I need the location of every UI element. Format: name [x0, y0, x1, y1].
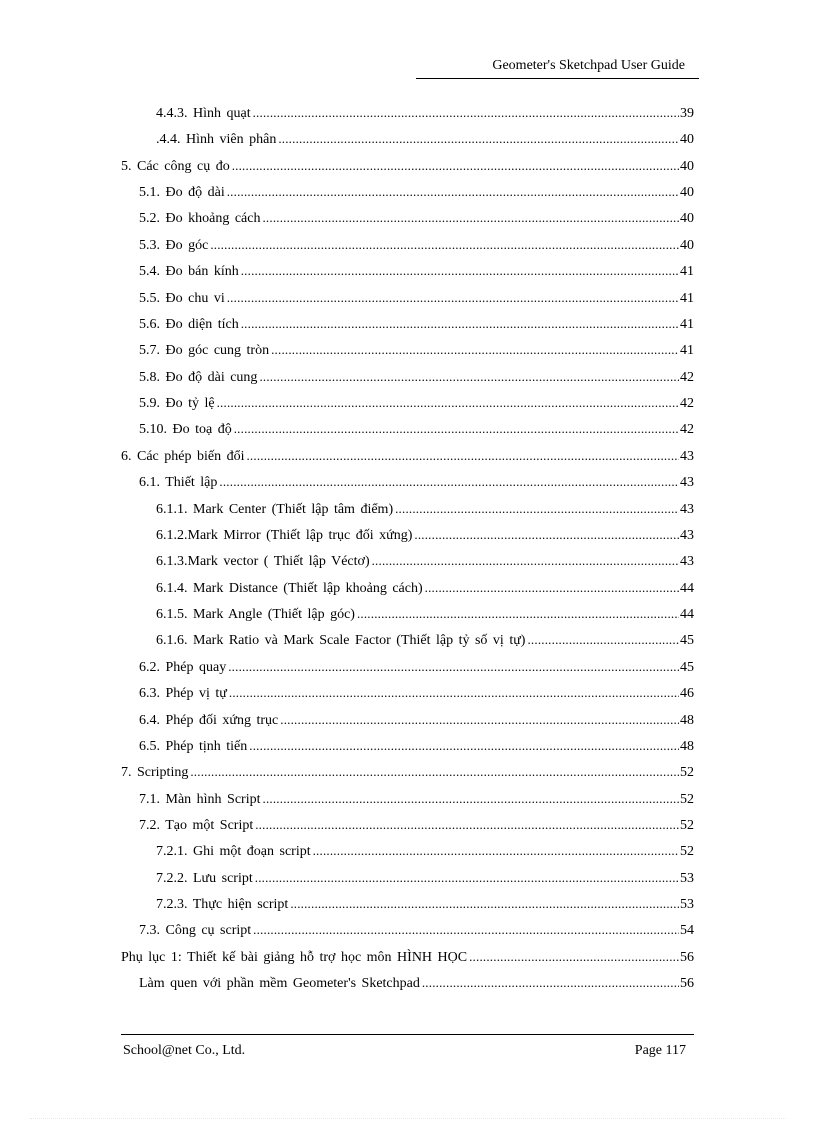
footer-company: School@net Co., Ltd. [123, 1043, 246, 1058]
toc-dot-leader [246, 446, 679, 466]
toc-dot-leader [249, 736, 679, 756]
toc-dot-leader [395, 499, 679, 519]
toc-dot-leader [227, 182, 679, 202]
toc-entry-page: 41 [680, 343, 694, 358]
toc-entry[interactable] [139, 261, 694, 281]
toc-entry-title: 7.1. Màn hình Script [139, 792, 261, 807]
toc-dot-leader [232, 156, 679, 176]
toc-entry[interactable] [156, 604, 694, 624]
toc-dot-leader [263, 789, 680, 809]
toc-dot-leader [227, 288, 679, 308]
toc-entry-page: 54 [680, 923, 694, 938]
toc-entry[interactable] [139, 208, 694, 228]
toc-dot-leader [210, 235, 679, 255]
toc-entry-title: 6.1. Thiết lập [139, 475, 218, 490]
toc-entry-page: 40 [680, 185, 694, 200]
toc-entry[interactable] [156, 868, 694, 888]
toc-entry-page: 42 [680, 396, 694, 411]
toc-entry-title: 6.5. Phép tịnh tiến [139, 739, 248, 754]
toc-dot-leader [229, 683, 679, 703]
toc-entry[interactable] [156, 499, 694, 519]
toc-dot-leader [234, 419, 679, 439]
toc-entry[interactable] [156, 103, 694, 123]
toc-entry[interactable] [156, 578, 694, 598]
toc-entry-title: 7.2.1. Ghi một đoạn script [156, 844, 311, 859]
toc-entry-page: 41 [680, 264, 694, 279]
toc-entry-page: 42 [680, 422, 694, 437]
toc-entry-page: 56 [680, 976, 694, 991]
toc-entry[interactable] [156, 630, 694, 650]
toc-dot-leader [228, 657, 679, 677]
toc-entry-page: 45 [680, 633, 694, 648]
toc-entry-page: 43 [680, 554, 694, 569]
toc-entry-page: 52 [680, 818, 694, 833]
toc-entry-page: 48 [680, 713, 694, 728]
toc-entry-title: .4.4. Hình viên phân [156, 132, 277, 147]
toc-entry-page: 43 [680, 502, 694, 517]
toc-entry[interactable] [139, 920, 694, 940]
header-title: Geometer's Sketchpad User Guide [492, 58, 685, 73]
toc-dot-leader [290, 894, 679, 914]
toc-entry-page: 52 [680, 765, 694, 780]
toc-entry-title: 7.2. Tạo một Script [139, 818, 254, 833]
toc-entry[interactable] [156, 894, 694, 914]
toc-entry[interactable] [139, 657, 694, 677]
toc-entry-page: 52 [680, 792, 694, 807]
toc-entry[interactable] [139, 710, 694, 730]
toc-entry-title: 6.1.2.Mark Mirror (Thiết lập trục đối xứng) [156, 528, 413, 543]
toc-entry-page: 39 [680, 106, 694, 121]
toc-entry-title: 6.1.5. Mark Angle (Thiết lập góc) [156, 607, 355, 622]
toc-entry-title: 6.1.6. Mark Ratio và Mark Scale Factor (Thiết lập tỷ số vị tự) [156, 633, 526, 648]
toc-dot-leader [253, 920, 679, 940]
toc-entry[interactable] [139, 314, 694, 334]
toc-entry-title: 7.3. Công cụ script [139, 923, 252, 938]
toc-dot-leader [219, 472, 679, 492]
toc-entry-page: 44 [680, 607, 694, 622]
toc-entry-title: 6.3. Phép vị tự [139, 686, 227, 701]
toc-dot-leader [278, 129, 679, 149]
toc-entry[interactable] [139, 815, 694, 835]
toc-entry-page: 46 [680, 686, 694, 701]
toc-entry[interactable] [139, 393, 694, 413]
toc-dot-leader [425, 578, 679, 598]
toc-entry-title: 6.4. Phép đối xứng trục [139, 713, 279, 728]
toc-entry-title: 5.1. Đo độ dài [139, 185, 225, 200]
toc-entry-title: 6.2. Phép quay [139, 660, 227, 675]
toc-entry[interactable] [156, 129, 694, 149]
toc-entry[interactable] [139, 367, 694, 387]
toc-entry[interactable] [139, 182, 694, 202]
toc-dot-leader [255, 868, 679, 888]
toc-entry-title: 4.4.3. Hình quạt [156, 106, 251, 121]
toc-entry[interactable] [139, 340, 694, 360]
toc-entry[interactable] [156, 525, 694, 545]
toc-entry[interactable] [139, 789, 694, 809]
toc-entry[interactable] [139, 235, 694, 255]
toc-entry[interactable] [139, 288, 694, 308]
toc-entry[interactable] [139, 683, 694, 703]
toc-entry-title: 7.2.2. Lưu script [156, 871, 253, 886]
toc-entry-page: 43 [680, 449, 694, 464]
toc-entry-title: 7.2.3. Thực hiện script [156, 897, 289, 912]
toc-entry[interactable] [121, 446, 694, 466]
toc-entry-title: 5. Các công cụ đo [121, 159, 230, 174]
toc-dot-leader [414, 525, 679, 545]
toc-entry-title: Làm quen với phần mềm Geometer's Sketchpad [139, 976, 420, 991]
toc-entry[interactable] [139, 472, 694, 492]
toc-entry-title: 5.8. Đo độ dài cung [139, 370, 258, 385]
toc-entry-page: 45 [680, 660, 694, 675]
toc-entry[interactable] [139, 736, 694, 756]
toc-dot-leader [253, 103, 679, 123]
toc-dot-leader [527, 630, 679, 650]
toc-entry-page: 53 [680, 871, 694, 886]
toc-entry[interactable] [121, 947, 694, 967]
toc-entry-title: 6.1.1. Mark Center (Thiết lập tâm điểm) [156, 502, 394, 517]
page-footer [121, 1034, 694, 1061]
toc-entry-page: 40 [680, 132, 694, 147]
toc-entry-page: 52 [680, 844, 694, 859]
toc-dot-leader [357, 604, 679, 624]
toc-dot-leader [271, 340, 679, 360]
toc-entry-page: 43 [680, 475, 694, 490]
toc-dot-leader [262, 208, 679, 228]
toc-entry-title: 5.4. Đo bán kính [139, 264, 239, 279]
toc-dot-leader [469, 947, 679, 967]
toc-entry-page: 42 [680, 370, 694, 385]
toc-dot-leader [372, 551, 679, 571]
toc-dot-leader [313, 841, 679, 861]
toc-entry-page: 44 [680, 581, 694, 596]
toc-dot-leader [280, 710, 679, 730]
toc-entry-page: 41 [680, 291, 694, 306]
toc-entry-title: Phụ lục 1: Thiết kế bài giảng hỗ trợ học môn HÌNH HỌC [121, 950, 468, 965]
toc-entry-title: 6.1.3.Mark vector ( Thiết lập Véctơ) [156, 554, 370, 569]
toc-entry-page: 56 [680, 950, 694, 965]
toc-entry-title: 5.2. Đo khoảng cách [139, 211, 261, 226]
toc-entry[interactable] [156, 551, 694, 571]
toc-dot-leader [255, 815, 679, 835]
toc-entry-page: 40 [680, 159, 694, 174]
page-bottom-divider [30, 1118, 786, 1119]
toc-entry-title: 5.5. Đo chu vi [139, 291, 225, 306]
toc-entry-title: 6. Các phép biến đổi [121, 449, 245, 464]
toc-dot-leader [190, 762, 679, 782]
toc-entry[interactable] [139, 419, 694, 439]
toc-dot-leader [217, 393, 679, 413]
footer-page-number: Page 117 [634, 1043, 686, 1058]
toc-entry-title: 5.3. Đo góc [139, 238, 209, 253]
toc-dot-leader [241, 314, 679, 334]
toc-entry-page: 40 [680, 211, 694, 226]
toc-entry-title: 7. Scripting [121, 765, 189, 780]
toc-entry-page: 40 [680, 238, 694, 253]
toc-dot-leader [241, 261, 679, 281]
toc-entry[interactable] [156, 841, 694, 861]
toc-entry-title: 6.1.4. Mark Distance (Thiết lập khoảng cách) [156, 581, 423, 596]
toc-entry-page: 53 [680, 897, 694, 912]
toc-dot-leader [259, 367, 679, 387]
toc-entry-title: 5.6. Đo diện tích [139, 317, 239, 332]
toc-entry[interactable] [121, 762, 694, 782]
toc-entry-page: 43 [680, 528, 694, 543]
toc-entry[interactable] [121, 156, 694, 176]
page-header [416, 56, 699, 79]
toc-entry-page: 41 [680, 317, 694, 332]
toc-entry-title: 5.10. Đo toạ độ [139, 422, 232, 437]
toc-entry-title: 5.7. Đo góc cung tròn [139, 343, 270, 358]
toc-entry-page: 48 [680, 739, 694, 754]
toc-dot-leader [422, 973, 679, 993]
toc-entry[interactable] [139, 973, 694, 993]
toc-entry-title: 5.9. Đo tỷ lệ [139, 396, 215, 411]
